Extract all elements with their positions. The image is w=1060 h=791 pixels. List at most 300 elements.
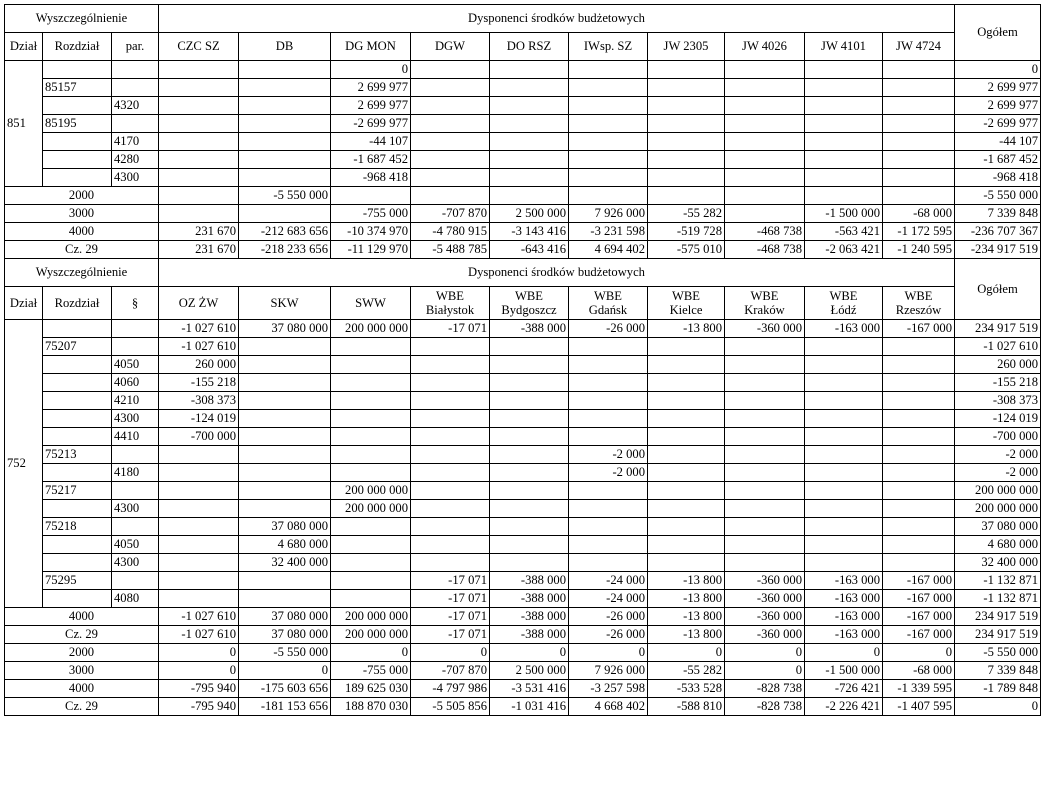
value-cell [725, 338, 805, 356]
dysponent-header: DO RSZ [490, 33, 569, 61]
paragraf-cell: 4050 [112, 356, 159, 374]
value-cell [805, 428, 883, 446]
value-cell: -388 000 [490, 320, 569, 338]
value-cell: 37 080 000 [239, 518, 331, 536]
paragraf-cell: 4210 [112, 392, 159, 410]
value-cell [725, 151, 805, 169]
dysponent-header-line1: WBE [515, 289, 543, 303]
value-cell [883, 536, 955, 554]
summary-total-cell: 7 339 848 [955, 205, 1041, 223]
summary-value-cell: 0 [648, 644, 725, 662]
rozdzial-cell [43, 464, 112, 482]
summary-value-cell: 4 694 402 [569, 241, 648, 259]
value-cell [569, 61, 648, 79]
summary-value-cell: -575 010 [648, 241, 725, 259]
value-cell [239, 392, 331, 410]
value-cell [490, 500, 569, 518]
header-dysponenci: Dysponenci środków budżetowych [159, 5, 955, 33]
value-cell [159, 500, 239, 518]
dysponent-header-line1: OZ ŻW [178, 296, 219, 310]
value-cell [490, 428, 569, 446]
table-row [5, 410, 1041, 428]
summary-total-cell: -5 550 000 [955, 644, 1041, 662]
value-cell [411, 410, 490, 428]
dysponent-header-line1: WBE [436, 289, 464, 303]
value-cell [725, 133, 805, 151]
value-cell [159, 554, 239, 572]
summary-value-cell: -167 000 [883, 626, 955, 644]
dysponent-header [331, 287, 411, 320]
value-cell: 200 000 000 [331, 500, 411, 518]
value-cell: -2 699 977 [331, 115, 411, 133]
dysponent-header-line2: Łódź [830, 303, 857, 317]
summary-value-cell: -212 683 656 [239, 223, 331, 241]
summary-value-cell: 200 000 000 [331, 608, 411, 626]
rozdzial-cell [43, 169, 112, 187]
value-cell [725, 374, 805, 392]
paragraf-cell: 4300 [112, 410, 159, 428]
value-cell [411, 374, 490, 392]
header-row-2b [5, 287, 1041, 320]
value-cell [331, 338, 411, 356]
summary-value-cell: -3 231 598 [569, 223, 648, 241]
table-row [5, 61, 1041, 79]
rozdzial-cell [43, 151, 112, 169]
summary-value-cell [159, 187, 239, 205]
paragraf-cell [112, 115, 159, 133]
total-cell: 32 400 000 [955, 554, 1041, 572]
summary-row [5, 644, 1041, 662]
header-paragraph-symbol: § [112, 287, 159, 320]
paragraf-cell [112, 482, 159, 500]
value-cell [648, 392, 725, 410]
value-cell [805, 61, 883, 79]
summary-value-cell: -360 000 [725, 608, 805, 626]
budget-table [4, 4, 1041, 716]
value-cell: -360 000 [725, 590, 805, 608]
value-cell [648, 151, 725, 169]
value-cell [648, 97, 725, 115]
value-cell [490, 464, 569, 482]
value-cell [648, 464, 725, 482]
dysponent-header-line2: Bydgoszcz [501, 303, 557, 317]
value-cell: -44 107 [331, 133, 411, 151]
dysponent-header: JW 2305 [648, 33, 725, 61]
value-cell [331, 536, 411, 554]
value-cell [490, 446, 569, 464]
value-cell [569, 392, 648, 410]
value-cell [569, 410, 648, 428]
summary-total-cell: 234 917 519 [955, 608, 1041, 626]
value-cell [648, 446, 725, 464]
value-cell: 200 000 000 [331, 320, 411, 338]
value-cell [411, 133, 490, 151]
value-cell [725, 554, 805, 572]
header-rozdzial: Rozdział [43, 287, 112, 320]
summary-label: 4000 [5, 608, 159, 626]
value-cell [805, 536, 883, 554]
summary-value-cell [411, 187, 490, 205]
value-cell [725, 446, 805, 464]
summary-value-cell: -68 000 [883, 205, 955, 223]
header-dzial: Dział [5, 287, 43, 320]
value-cell [648, 61, 725, 79]
total-cell: 260 000 [955, 356, 1041, 374]
summary-value-cell: -55 282 [648, 662, 725, 680]
value-cell [490, 338, 569, 356]
value-cell [239, 169, 331, 187]
value-cell [331, 446, 411, 464]
value-cell: 260 000 [159, 356, 239, 374]
summary-value-cell: -360 000 [725, 626, 805, 644]
value-cell: -155 218 [159, 374, 239, 392]
value-cell: -167 000 [883, 320, 955, 338]
value-cell [883, 61, 955, 79]
summary-value-cell: -163 000 [805, 608, 883, 626]
dysponent-header [883, 287, 955, 320]
rozdzial-cell [43, 97, 112, 115]
table-row [5, 338, 1041, 356]
dysponent-header-line1: WBE [829, 289, 858, 303]
summary-label: Cz. 29 [5, 626, 159, 644]
summary-value-cell: 0 [725, 662, 805, 680]
summary-value-cell: -388 000 [490, 626, 569, 644]
value-cell [648, 338, 725, 356]
total-cell: -44 107 [955, 133, 1041, 151]
value-cell [648, 374, 725, 392]
summary-row [5, 187, 1041, 205]
value-cell [490, 554, 569, 572]
total-cell: 0 [955, 61, 1041, 79]
summary-row [5, 241, 1041, 259]
value-cell: -124 019 [159, 410, 239, 428]
summary-value-cell: -795 940 [159, 680, 239, 698]
value-cell [490, 151, 569, 169]
rozdzial-cell [43, 410, 112, 428]
table-row [5, 320, 1041, 338]
dysponent-header: JW 4724 [883, 33, 955, 61]
value-cell [569, 374, 648, 392]
dysponent-header-line1: WBE [904, 289, 933, 303]
summary-label: 3000 [5, 662, 159, 680]
dysponent-header-line2: Białystok [425, 303, 475, 317]
summary-value-cell [490, 187, 569, 205]
paragraf-cell: 4300 [112, 500, 159, 518]
dysponent-header [648, 287, 725, 320]
value-cell [411, 115, 490, 133]
value-cell [411, 464, 490, 482]
value-cell [239, 374, 331, 392]
summary-value-cell [569, 187, 648, 205]
value-cell: -24 000 [569, 590, 648, 608]
total-cell: -2 699 977 [955, 115, 1041, 133]
summary-value-cell: -828 738 [725, 698, 805, 716]
summary-value-cell: -1 027 610 [159, 608, 239, 626]
value-cell [490, 115, 569, 133]
value-cell [159, 97, 239, 115]
value-cell [805, 446, 883, 464]
summary-value-cell: -468 738 [725, 223, 805, 241]
value-cell [490, 374, 569, 392]
summary-value-cell: 0 [159, 662, 239, 680]
dzial-cell: 752 [5, 320, 43, 608]
value-cell [490, 133, 569, 151]
rozdzial-cell: 75295 [43, 572, 112, 590]
value-cell [805, 151, 883, 169]
value-cell [569, 151, 648, 169]
summary-value-cell: -13 800 [648, 608, 725, 626]
value-cell: 2 699 977 [331, 97, 411, 115]
value-cell [883, 374, 955, 392]
rozdzial-cell: 85157 [43, 79, 112, 97]
value-cell [239, 79, 331, 97]
value-cell [411, 338, 490, 356]
summary-value-cell: -4 797 986 [411, 680, 490, 698]
value-cell [725, 518, 805, 536]
table-row [5, 133, 1041, 151]
summary-label: Cz. 29 [5, 698, 159, 716]
summary-value-cell: -795 940 [159, 698, 239, 716]
value-cell [648, 410, 725, 428]
dysponent-header: IWsp. SZ [569, 33, 648, 61]
value-cell [569, 356, 648, 374]
table-row [5, 151, 1041, 169]
summary-label: 2000 [5, 644, 159, 662]
paragraf-cell: 4300 [112, 169, 159, 187]
value-cell [725, 536, 805, 554]
summary-value-cell [725, 187, 805, 205]
summary-value-cell: -755 000 [331, 205, 411, 223]
value-cell [411, 79, 490, 97]
header-row-1b [5, 33, 1041, 61]
value-cell [239, 61, 331, 79]
value-cell [725, 356, 805, 374]
total-cell: -1 687 452 [955, 151, 1041, 169]
value-cell [648, 428, 725, 446]
total-cell: -968 418 [955, 169, 1041, 187]
dysponent-header: DB [239, 33, 331, 61]
summary-value-cell: 37 080 000 [239, 608, 331, 626]
summary-value-cell: 0 [331, 644, 411, 662]
value-cell [648, 500, 725, 518]
summary-label: 4000 [5, 680, 159, 698]
dzial-cell: 851 [5, 61, 43, 187]
value-cell [411, 536, 490, 554]
value-cell [159, 79, 239, 97]
summary-label: Cz. 29 [5, 241, 159, 259]
value-cell [159, 446, 239, 464]
value-cell [239, 115, 331, 133]
header-par: par. [112, 33, 159, 61]
summary-value-cell: -1 031 416 [490, 698, 569, 716]
dysponent-header-line2: Rzeszów [895, 303, 942, 317]
header-wyszczegolnienie: Wyszczególnienie [5, 259, 159, 287]
value-cell [805, 97, 883, 115]
value-cell: -360 000 [725, 320, 805, 338]
total-cell: 37 080 000 [955, 518, 1041, 536]
value-cell [331, 554, 411, 572]
value-cell [159, 572, 239, 590]
value-cell [331, 572, 411, 590]
header-row-2a [5, 259, 1041, 287]
value-cell [569, 428, 648, 446]
value-cell [648, 356, 725, 374]
summary-value-cell: -707 870 [411, 205, 490, 223]
summary-value-cell: -4 780 915 [411, 223, 490, 241]
value-cell [490, 61, 569, 79]
summary-value-cell [331, 187, 411, 205]
value-cell [569, 338, 648, 356]
value-cell [883, 518, 955, 536]
paragraf-cell [112, 518, 159, 536]
summary-value-cell: -5 505 856 [411, 698, 490, 716]
value-cell [331, 428, 411, 446]
summary-label: 4000 [5, 223, 159, 241]
summary-value-cell: -563 421 [805, 223, 883, 241]
dysponent-header [805, 287, 883, 320]
value-cell: -13 800 [648, 590, 725, 608]
value-cell [239, 133, 331, 151]
value-cell [159, 518, 239, 536]
value-cell [239, 590, 331, 608]
summary-value-cell: -828 738 [725, 680, 805, 698]
summary-label: 3000 [5, 205, 159, 223]
value-cell [490, 97, 569, 115]
value-cell [805, 482, 883, 500]
summary-value-cell: 188 870 030 [331, 698, 411, 716]
value-cell [805, 356, 883, 374]
summary-value-cell: -3 143 416 [490, 223, 569, 241]
value-cell [239, 572, 331, 590]
total-cell: 2 699 977 [955, 79, 1041, 97]
value-cell [805, 554, 883, 572]
value-cell [725, 169, 805, 187]
summary-value-cell: 0 [569, 644, 648, 662]
summary-total-cell: 234 917 519 [955, 626, 1041, 644]
value-cell [883, 79, 955, 97]
summary-row [5, 680, 1041, 698]
paragraf-cell: 4410 [112, 428, 159, 446]
dysponent-header: CZC SZ [159, 33, 239, 61]
value-cell: -968 418 [331, 169, 411, 187]
value-cell [159, 536, 239, 554]
value-cell [725, 61, 805, 79]
dysponent-header-line1: WBE [750, 289, 779, 303]
rozdzial-cell [43, 500, 112, 518]
value-cell [411, 97, 490, 115]
value-cell [805, 115, 883, 133]
summary-value-cell: -588 810 [648, 698, 725, 716]
summary-value-cell: -13 800 [648, 626, 725, 644]
value-cell [725, 115, 805, 133]
header-ogolem: Ogółem [955, 5, 1041, 61]
summary-value-cell: 231 670 [159, 241, 239, 259]
paragraf-cell [112, 572, 159, 590]
value-cell [805, 518, 883, 536]
summary-total-cell: -5 550 000 [955, 187, 1041, 205]
dysponent-header [569, 287, 648, 320]
paragraf-cell [112, 61, 159, 79]
value-cell [159, 133, 239, 151]
value-cell [805, 410, 883, 428]
value-cell [805, 392, 883, 410]
paragraf-cell: 4180 [112, 464, 159, 482]
value-cell [159, 590, 239, 608]
summary-value-cell: -11 129 970 [331, 241, 411, 259]
dysponent-header: DG MON [331, 33, 411, 61]
value-cell [331, 464, 411, 482]
value-cell [411, 446, 490, 464]
value-cell [411, 428, 490, 446]
summary-value-cell: -1 500 000 [805, 205, 883, 223]
total-cell: 234 917 519 [955, 320, 1041, 338]
table-row [5, 572, 1041, 590]
value-cell [411, 392, 490, 410]
summary-value-cell: -175 603 656 [239, 680, 331, 698]
rozdzial-cell [43, 428, 112, 446]
summary-value-cell [725, 205, 805, 223]
dysponent-header-line1: WBE [594, 289, 622, 303]
summary-value-cell: -1 027 610 [159, 626, 239, 644]
table-row [5, 500, 1041, 518]
summary-value-cell [239, 205, 331, 223]
total-cell: 200 000 000 [955, 500, 1041, 518]
value-cell [411, 482, 490, 500]
value-cell [883, 133, 955, 151]
value-cell [569, 536, 648, 554]
table-row [5, 392, 1041, 410]
value-cell: -13 800 [648, 320, 725, 338]
value-cell [239, 428, 331, 446]
value-cell [569, 554, 648, 572]
summary-value-cell: -2 063 421 [805, 241, 883, 259]
paragraf-cell: 4060 [112, 374, 159, 392]
value-cell [805, 464, 883, 482]
total-cell: -1 132 871 [955, 590, 1041, 608]
value-cell [239, 356, 331, 374]
value-cell [883, 482, 955, 500]
dysponent-header: DGW [411, 33, 490, 61]
value-cell [331, 410, 411, 428]
value-cell [490, 356, 569, 374]
table-row [5, 97, 1041, 115]
summary-value-cell: -17 071 [411, 608, 490, 626]
rozdzial-cell: 75218 [43, 518, 112, 536]
summary-value-cell: -55 282 [648, 205, 725, 223]
total-cell: 2 699 977 [955, 97, 1041, 115]
value-cell [569, 518, 648, 536]
table-row [5, 446, 1041, 464]
value-cell [159, 61, 239, 79]
summary-value-cell: -3 257 598 [569, 680, 648, 698]
summary-value-cell: -1 500 000 [805, 662, 883, 680]
value-cell [805, 169, 883, 187]
paragraf-cell: 4280 [112, 151, 159, 169]
value-cell [648, 482, 725, 500]
total-cell: -1 027 610 [955, 338, 1041, 356]
value-cell [805, 338, 883, 356]
value-cell: 37 080 000 [239, 320, 331, 338]
summary-value-cell: 0 [490, 644, 569, 662]
table-row [5, 554, 1041, 572]
dysponent-header-line2: Kraków [744, 303, 785, 317]
summary-value-cell: -181 153 656 [239, 698, 331, 716]
dysponent-header [725, 287, 805, 320]
summary-value-cell: 0 [411, 644, 490, 662]
summary-value-cell: 0 [239, 662, 331, 680]
value-cell [648, 79, 725, 97]
table-row [5, 518, 1041, 536]
